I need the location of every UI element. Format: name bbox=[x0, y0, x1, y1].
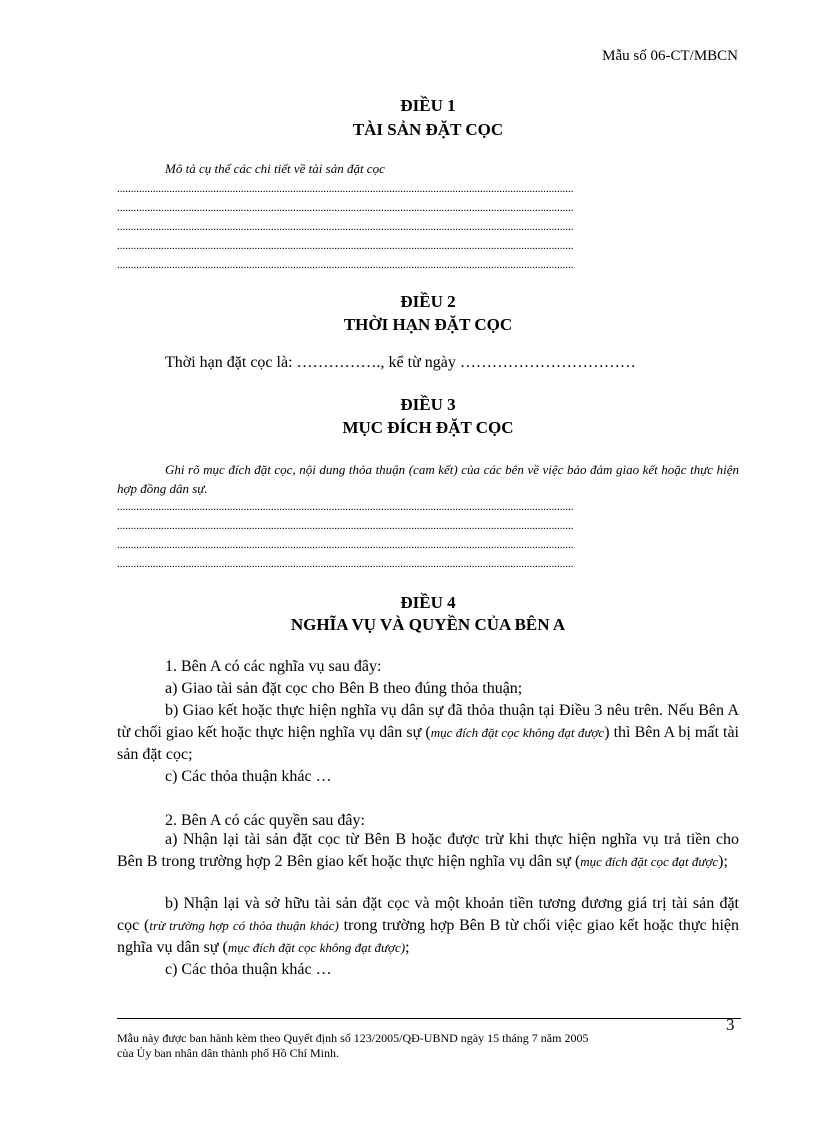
article2-label: ĐIỀU 2 bbox=[400, 292, 456, 311]
blank-line: ...................................................................................................................................................................... bbox=[117, 539, 574, 551]
article2-title: THỜI HẠN ĐẶT CỌC bbox=[343, 315, 513, 334]
blank-line: ...................................................................................................................................................................... bbox=[117, 501, 574, 513]
article1-note: Mô tả cụ thể các chi tiết về tài sản đặt cọc bbox=[165, 161, 385, 176]
blank-line: ...................................................................................................................................................................... bbox=[117, 558, 574, 570]
right-b: b) Nhận lại và sở hữu tài sản đặt cọc và một khoản tiền tương đương giá trị tài sản đặt cọc (trừ trường hợp có thỏa thuận khác) trong trường hợp Bên B từ chối việc giao kết hoặc thực hiện nghĩa vụ dân sự (mục đích đặt cọc không đạt được); bbox=[117, 895, 740, 956]
blank-line: ...................................................................................................................................................................... bbox=[117, 183, 574, 195]
article3-note: Ghi rõ mục đích đặt cọc, nội dung thỏa thuận (cam kết) của các bên về việc bảo đảm giao kết hoặc thực hiện hợp đồng dân sự. bbox=[117, 462, 739, 496]
footer-line-2: của Ủy ban nhân dân thành phố Hồ Chí Minh. bbox=[117, 1046, 339, 1060]
article4-title: NGHĨA VỤ VÀ QUYỀN CỦA BÊN A bbox=[290, 615, 566, 634]
right-c: c) Các thỏa thuận khác … bbox=[165, 961, 332, 978]
obligation-c: c) Các thỏa thuận khác … bbox=[165, 768, 332, 785]
article3-label: ĐIỀU 3 bbox=[400, 395, 456, 414]
article4-label: ĐIỀU 4 bbox=[400, 593, 456, 612]
obligations-heading: 1. Bên A có các nghĩa vụ sau đây: bbox=[165, 658, 382, 675]
obligation-b-italic: mục đích đặt cọc không đạt được bbox=[430, 725, 605, 740]
footer-rule bbox=[117, 1018, 741, 1019]
right-b-italic-2: mục đích đặt cọc không đạt được) bbox=[227, 940, 406, 955]
page-number: 3 bbox=[726, 1015, 735, 1034]
right-a: a) Nhận lại tài sản đặt cọc từ Bên B hoặc được trừ khi thực hiện nghĩa vụ trả tiền cho Bên B trong trường hợp 2 Bên giao kết hoặc thực hiện nghĩa vụ dân sự (mục đích đặt cọc đạt được); bbox=[117, 831, 739, 870]
article1-label: ĐIỀU 1 bbox=[400, 96, 456, 115]
rights-heading: 2. Bên A có các quyền sau đây: bbox=[165, 812, 365, 829]
blank-line: ...................................................................................................................................................................... bbox=[117, 259, 574, 271]
right-a-italic: mục đích đặt cọc đạt được bbox=[580, 854, 719, 869]
footer-line-1: Mẫu này được ban hành kèm theo Quyết định số 123/2005/QĐ-UBND ngày 15 tháng 7 năm 2005 bbox=[117, 1031, 589, 1045]
obligation-a: a) Giao tài sản đặt cọc cho Bên B theo đúng thỏa thuận; bbox=[165, 680, 523, 697]
article1-title: TÀI SẢN ĐẶT CỌC bbox=[352, 120, 504, 139]
article3-title: MỤC ĐÍCH ĐẶT CỌC bbox=[342, 418, 514, 437]
deposit-term-line: Thời hạn đặt cọc là: ……………., kể từ ngày …………………………… bbox=[165, 354, 636, 371]
blank-line: ...................................................................................................................................................................... bbox=[117, 202, 574, 214]
obligation-b: b) Giao kết hoặc thực hiện nghĩa vụ dân sự đã thỏa thuận tại Điều 3 nêu trên. Nếu Bên A từ chối giao kết hoặc thực hiện nghĩa vụ dân sự (mục đích đặt cọc không đạt được) thì Bên A bị mất tài sản đặt cọc; bbox=[117, 702, 739, 763]
right-b-italic-1: trừ trường hợp có thỏa thuận khác) bbox=[149, 918, 339, 933]
blank-line: ...................................................................................................................................................................... bbox=[117, 221, 574, 233]
blank-line: ...................................................................................................................................................................... bbox=[117, 240, 574, 252]
form-code: Mẫu số 06-CT/MBCN bbox=[602, 48, 738, 64]
blank-line: ...................................................................................................................................................................... bbox=[117, 520, 574, 532]
